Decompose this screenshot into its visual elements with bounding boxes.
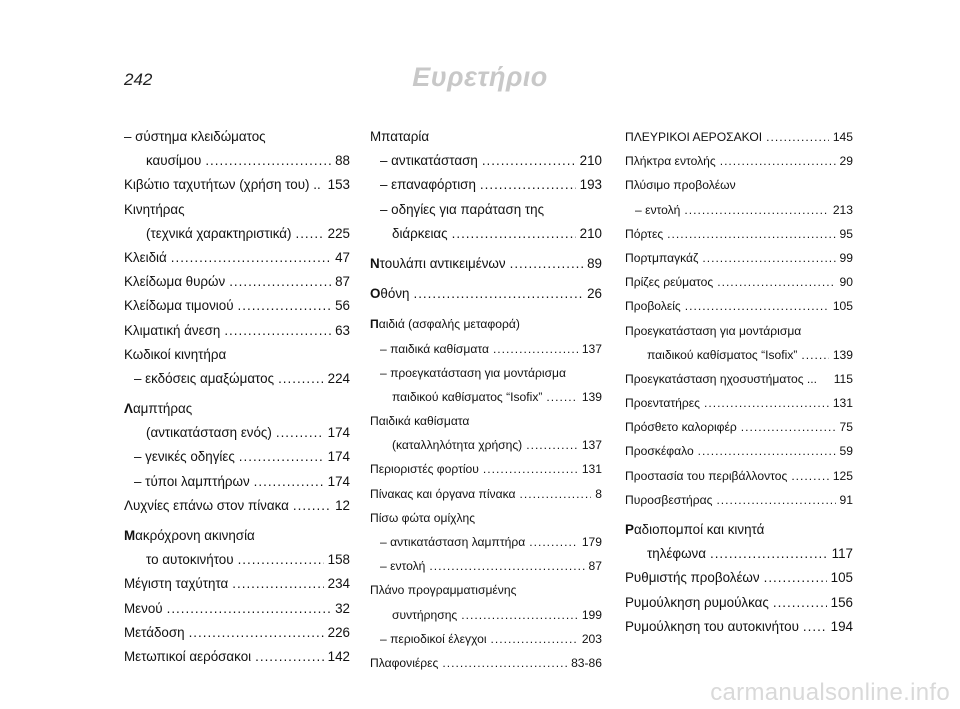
index-entry-page: 56	[335, 298, 350, 314]
index-entry	[370, 149, 602, 173]
index-entry	[370, 506, 602, 530]
index-entry-text: – γενικές οδηγίες	[134, 449, 235, 465]
dot-leader	[429, 554, 584, 578]
index-entry-text: καυσίμου	[146, 153, 202, 169]
index-entry-text: – περιοδικοί έλεγχοι	[380, 631, 487, 646]
index-entry	[625, 125, 853, 149]
index-entry-text: Κιβώτιο ταχυτήτων (χρήση του) ..	[124, 177, 321, 193]
index-entry	[124, 494, 350, 518]
section-initial: Λ	[124, 401, 133, 417]
index-entry	[625, 294, 853, 318]
index-entry-page: 179	[581, 535, 602, 549]
index-entry-page: 90	[839, 275, 853, 290]
index-entry	[370, 433, 602, 457]
index-entry-text: – προεγκατάσταση για μοντάρισμα	[380, 365, 566, 380]
dot-leader	[702, 246, 835, 270]
index-entry-page: 87	[588, 559, 602, 574]
index-entry-text: Μακρόχρονη ακινησία	[124, 528, 255, 543]
index-entry-page: 210	[579, 225, 602, 241]
index-entry-page: 156	[830, 594, 853, 610]
index-entry-text: Ντουλάπι αντικειμένων	[370, 255, 506, 271]
dot-leader	[710, 542, 828, 566]
dot-leader	[238, 294, 332, 318]
index-entry-text: Πλαφονιέρες	[370, 655, 439, 670]
index-entry	[370, 603, 602, 627]
index-entry	[370, 252, 602, 276]
index-entry	[370, 651, 602, 675]
index-entry	[124, 149, 350, 173]
index-entry-page: 199	[581, 607, 602, 622]
index-entry-text: Πίσω φώτα ομίχλης	[370, 510, 476, 525]
dot-leader	[493, 337, 578, 361]
index-entry-page: 83-86	[571, 655, 602, 670]
index-entry	[625, 542, 853, 566]
dot-leader	[205, 149, 331, 173]
index-entry	[625, 173, 853, 197]
index-entry	[625, 566, 853, 590]
index-entry	[370, 282, 602, 306]
index-entry-page: 174	[327, 425, 350, 441]
index-entry-page: 99	[839, 250, 853, 265]
dot-leader	[667, 222, 835, 246]
index-entry-page: 29	[839, 154, 853, 169]
index-entry-text: συντήρησης	[392, 607, 458, 622]
index-entry-text: Παιδικά καθίσματα	[370, 414, 470, 429]
dot-leader	[510, 252, 584, 276]
index-entry	[625, 198, 853, 222]
dot-leader	[480, 173, 576, 197]
dot-leader	[167, 597, 332, 621]
index-entry-text: Πόρτες	[625, 226, 664, 241]
index-entry-text: – αντικατάσταση	[380, 153, 478, 169]
index-entry	[625, 391, 853, 415]
index-entry-text: (αντικατάσταση ενός)	[146, 425, 272, 441]
index-entry-text: Ραδιοπομποί και κινητά	[625, 522, 765, 537]
index-entry-page: 225	[327, 225, 350, 241]
index-entry	[124, 270, 350, 294]
index-entry-page: 137	[581, 438, 602, 453]
index-entry	[124, 597, 350, 621]
index-entry	[370, 554, 602, 578]
index-entry-text: Μέγιστη ταχύτητα	[124, 576, 229, 592]
index-entry-page: 115	[833, 371, 853, 386]
index-entry	[370, 409, 602, 433]
index-entry-page: 145	[832, 130, 853, 144]
index-entry-page: 125	[832, 468, 853, 483]
index-entry-page: 47	[335, 249, 350, 265]
section-initial: Π	[370, 317, 379, 332]
index-entry-page: 26	[587, 286, 602, 302]
index-entry	[625, 415, 853, 439]
dot-leader	[803, 615, 827, 639]
dot-leader	[529, 530, 578, 554]
index-entry	[370, 482, 602, 506]
index-entry	[370, 198, 602, 222]
dot-leader	[442, 651, 567, 675]
index-entry-text: Προεντατήρες	[625, 396, 700, 411]
index-entry-page: 63	[335, 322, 350, 338]
dot-leader	[171, 246, 331, 270]
index-entry-page: 32	[335, 600, 350, 616]
index-entry-text: Πρίζες ρεύματος	[625, 275, 714, 290]
index-entry	[124, 294, 350, 318]
index-entry	[625, 343, 853, 367]
dot-leader	[698, 439, 836, 463]
index-entry-page: 210	[579, 153, 602, 169]
index-entry	[124, 645, 350, 669]
dot-leader	[791, 464, 829, 488]
index-entry-text: Προσκέφαλο	[625, 444, 694, 459]
dot-leader	[254, 470, 324, 494]
index-entry-text: τηλέφωνα	[647, 546, 706, 562]
index-entry	[124, 173, 350, 197]
dot-leader	[189, 621, 324, 645]
index-entry-page: 174	[327, 473, 350, 489]
dot-leader	[716, 488, 835, 512]
index-entry	[124, 125, 350, 149]
index-entry-page: 87	[335, 274, 350, 290]
index-entry-page: 139	[581, 389, 602, 404]
dot-leader	[684, 198, 828, 222]
dot-leader	[764, 566, 827, 590]
index-entry	[625, 270, 853, 294]
index-entry-text: Πλάνο προγραμματισμένης	[370, 583, 517, 598]
index-entry	[370, 457, 602, 481]
index-entry-text: Ρυθμιστής προβολέων	[625, 570, 760, 586]
index-entry	[625, 222, 853, 246]
dot-leader	[224, 319, 331, 343]
index-entry-text: Πρόσθετο καλοριφέρ	[625, 420, 737, 435]
index-entry-text: Μετωπικοί αερόσακοι	[124, 648, 252, 664]
index-entry	[124, 246, 350, 270]
index-entry	[370, 312, 602, 336]
index-entry-text: Προστασία του περιβάλλοντος	[625, 468, 788, 483]
index-entry	[625, 439, 853, 463]
index-entry-text: Λαμπτήρας	[124, 401, 193, 417]
index-entry-page: 139	[832, 347, 853, 362]
dot-leader	[295, 222, 323, 246]
index-entry-text: – επαναφόρτιση	[380, 177, 476, 193]
index-entry-page: 105	[832, 299, 853, 314]
dot-leader	[519, 482, 591, 506]
dot-leader	[801, 343, 828, 367]
index-entry-page: 142	[327, 648, 350, 664]
dot-leader	[720, 149, 836, 173]
index-entry-text: Ρυμούλκηση του αυτοκινήτου	[625, 618, 799, 634]
index-entry-text: – εκδόσεις αμαξώματος	[134, 370, 275, 386]
index-column-3	[625, 125, 853, 639]
index-entry-text: Πίνακας και όργανα πίνακα	[370, 486, 516, 501]
index-entry	[625, 367, 853, 391]
index-entry-text: Κινητήρας	[124, 201, 185, 217]
index-entry-text: (καταλληλότητα χρήσης)	[392, 438, 523, 453]
index-entry	[370, 222, 602, 246]
index-entry-text: – οδηγίες για παράταση της	[380, 201, 545, 217]
index-entry-text: – εντολή	[635, 202, 681, 217]
dot-leader	[461, 603, 578, 627]
index-entry	[625, 591, 853, 615]
index-entry-text: το αυτοκινήτου	[146, 552, 234, 568]
dot-leader	[238, 548, 324, 572]
dot-leader	[483, 457, 578, 481]
index-entry	[124, 421, 350, 445]
index-entry-page: 12	[335, 497, 350, 513]
dot-leader	[293, 494, 331, 518]
index-entry	[370, 361, 602, 385]
index-entry	[124, 621, 350, 645]
dot-leader	[232, 572, 323, 596]
page-number: 242	[124, 70, 153, 89]
index-entry-text: Μετάδοση	[124, 624, 185, 640]
index-entry-text: Πλύσιμο προβολέων	[625, 178, 736, 193]
index-entry-text: – παιδικά καθίσματα	[380, 341, 489, 356]
section-initial: Ν	[370, 255, 380, 271]
index-entry	[370, 578, 602, 602]
index-entry-page: 224	[327, 370, 350, 386]
section-initial: Μ	[124, 528, 136, 543]
index-entry	[370, 125, 602, 149]
section-initial: Ρ	[625, 522, 634, 537]
dot-leader	[413, 282, 583, 306]
index-column-2	[370, 125, 602, 675]
index-entry	[370, 173, 602, 197]
dot-leader	[685, 294, 829, 318]
dot-leader	[229, 270, 331, 294]
index-entry-text: Κλειδιά	[124, 249, 167, 265]
index-entry	[625, 615, 853, 639]
index-entry	[124, 343, 350, 367]
index-entry-page: 174	[327, 449, 350, 465]
index-entry-text: Παιδιά (ασφαλής μεταφορά)	[370, 317, 520, 332]
index-entry-page: 234	[327, 576, 350, 592]
dot-leader	[773, 591, 827, 615]
index-entry-text: Οθόνη	[370, 286, 410, 302]
dot-leader	[546, 385, 577, 409]
index-entry	[124, 524, 350, 548]
index-entry-page: 194	[830, 618, 853, 634]
index-entry-page: 88	[335, 153, 350, 169]
index-entry-text: ΠΛΕΥΡΙΚΟΙ ΑΕΡΟΣΑΚΟΙ	[625, 130, 763, 144]
index-entry-page: 153	[327, 177, 350, 193]
index-entry-text: Ρυμούλκηση ρυμούλκας	[625, 594, 769, 610]
index-entry-text: παιδικού καθίσματος “Isofix”	[647, 347, 798, 362]
index-entry-page: 203	[581, 631, 602, 646]
dot-leader	[491, 627, 578, 651]
index-entry	[370, 337, 602, 361]
index-entry-text: Κλείδωμα τιμονιού	[124, 298, 234, 314]
dot-leader	[482, 149, 576, 173]
dot-leader	[255, 645, 324, 669]
index-entry-text: Μπαταρία	[370, 129, 430, 144]
section-initial: Ο	[370, 286, 381, 302]
dot-leader	[766, 125, 829, 149]
index-entry-text: Προβολείς	[625, 299, 681, 314]
index-entry-text: παιδικού καθίσματος “Isofix”	[392, 389, 543, 404]
index-entry	[625, 149, 853, 173]
index-entry-text: Πλήκτρα εντολής	[625, 154, 716, 169]
watermark[interactable]: carmanualsonline.info	[710, 679, 950, 706]
index-entry	[370, 530, 602, 554]
index-entry	[625, 246, 853, 270]
index-entry-page: 89	[587, 255, 602, 271]
index-entry-text: (τεχνικά χαρακτηριστικά)	[146, 225, 292, 241]
index-entry-text: Κωδικοί κινητήρα	[124, 346, 227, 362]
index-entry	[625, 488, 853, 512]
index-entry-text: Κλιματική άνεση	[124, 322, 221, 338]
index-entry-text: – σύστημα κλειδώματος	[124, 129, 266, 144]
index-entry	[124, 397, 350, 421]
dot-leader	[239, 445, 324, 469]
dot-leader	[452, 222, 576, 246]
index-entry	[625, 518, 853, 542]
index-entry	[124, 222, 350, 246]
dot-leader	[526, 433, 578, 457]
dot-leader	[704, 391, 829, 415]
index-entry-text: Περιοριστές φορτίου	[370, 462, 479, 477]
index-entry	[124, 548, 350, 572]
index-entry-page: 8	[595, 486, 602, 501]
dot-leader	[276, 421, 324, 445]
index-entry-page: 137	[581, 341, 602, 356]
index-entry	[124, 198, 350, 222]
index-entry-page: 131	[581, 462, 602, 477]
index-entry-text: – αντικατάσταση λαμπτήρα	[380, 535, 526, 549]
index-entry	[625, 319, 853, 343]
index-entry	[370, 385, 602, 409]
index-entry	[124, 319, 350, 343]
dot-leader	[741, 415, 836, 439]
index-entry-text: – τύποι λαμπτήρων	[134, 473, 250, 489]
index-column-1	[124, 125, 350, 669]
dot-leader	[717, 270, 835, 294]
index-entry-page: 95	[839, 226, 853, 241]
index-entry	[124, 445, 350, 469]
page-title: Ευρετήριο	[412, 62, 548, 92]
index-entry-page: 226	[327, 624, 350, 640]
index-entry-text: – εντολή	[380, 559, 426, 574]
index-entry-page: 59	[839, 444, 853, 459]
index-entry-page: 131	[832, 396, 853, 411]
index-entry-page: 117	[831, 546, 853, 562]
index-entry-text: διάρκειας	[392, 225, 448, 241]
index-entry-text: Μενού	[124, 600, 163, 616]
index-entry-text: Πυροσβεστήρας	[625, 492, 713, 507]
index-entry-page: 105	[830, 570, 853, 586]
index-entry-page: 193	[579, 177, 602, 193]
index-entry-page: 75	[839, 420, 853, 435]
index-entry-text: Πορτμπαγκάζ	[625, 250, 699, 265]
index-entry	[370, 627, 602, 651]
index-entry	[124, 470, 350, 494]
dot-leader	[278, 367, 324, 391]
index-entry	[625, 464, 853, 488]
index-entry-page: 91	[839, 492, 853, 507]
index-entry-text: Προεγκατάσταση για μοντάρισμα	[625, 323, 802, 338]
index-entry-text: Προεγκατάσταση ηχοσυστήματος ...	[625, 371, 817, 386]
index-entry	[124, 572, 350, 596]
index-entry-page: 213	[832, 202, 853, 217]
index-entry-text: Κλείδωμα θυρών	[124, 274, 226, 290]
index-entry	[124, 367, 350, 391]
index-entry-page: 158	[327, 552, 350, 568]
index-entry-text: Λυχνίες επάνω στον πίνακα	[124, 497, 289, 513]
